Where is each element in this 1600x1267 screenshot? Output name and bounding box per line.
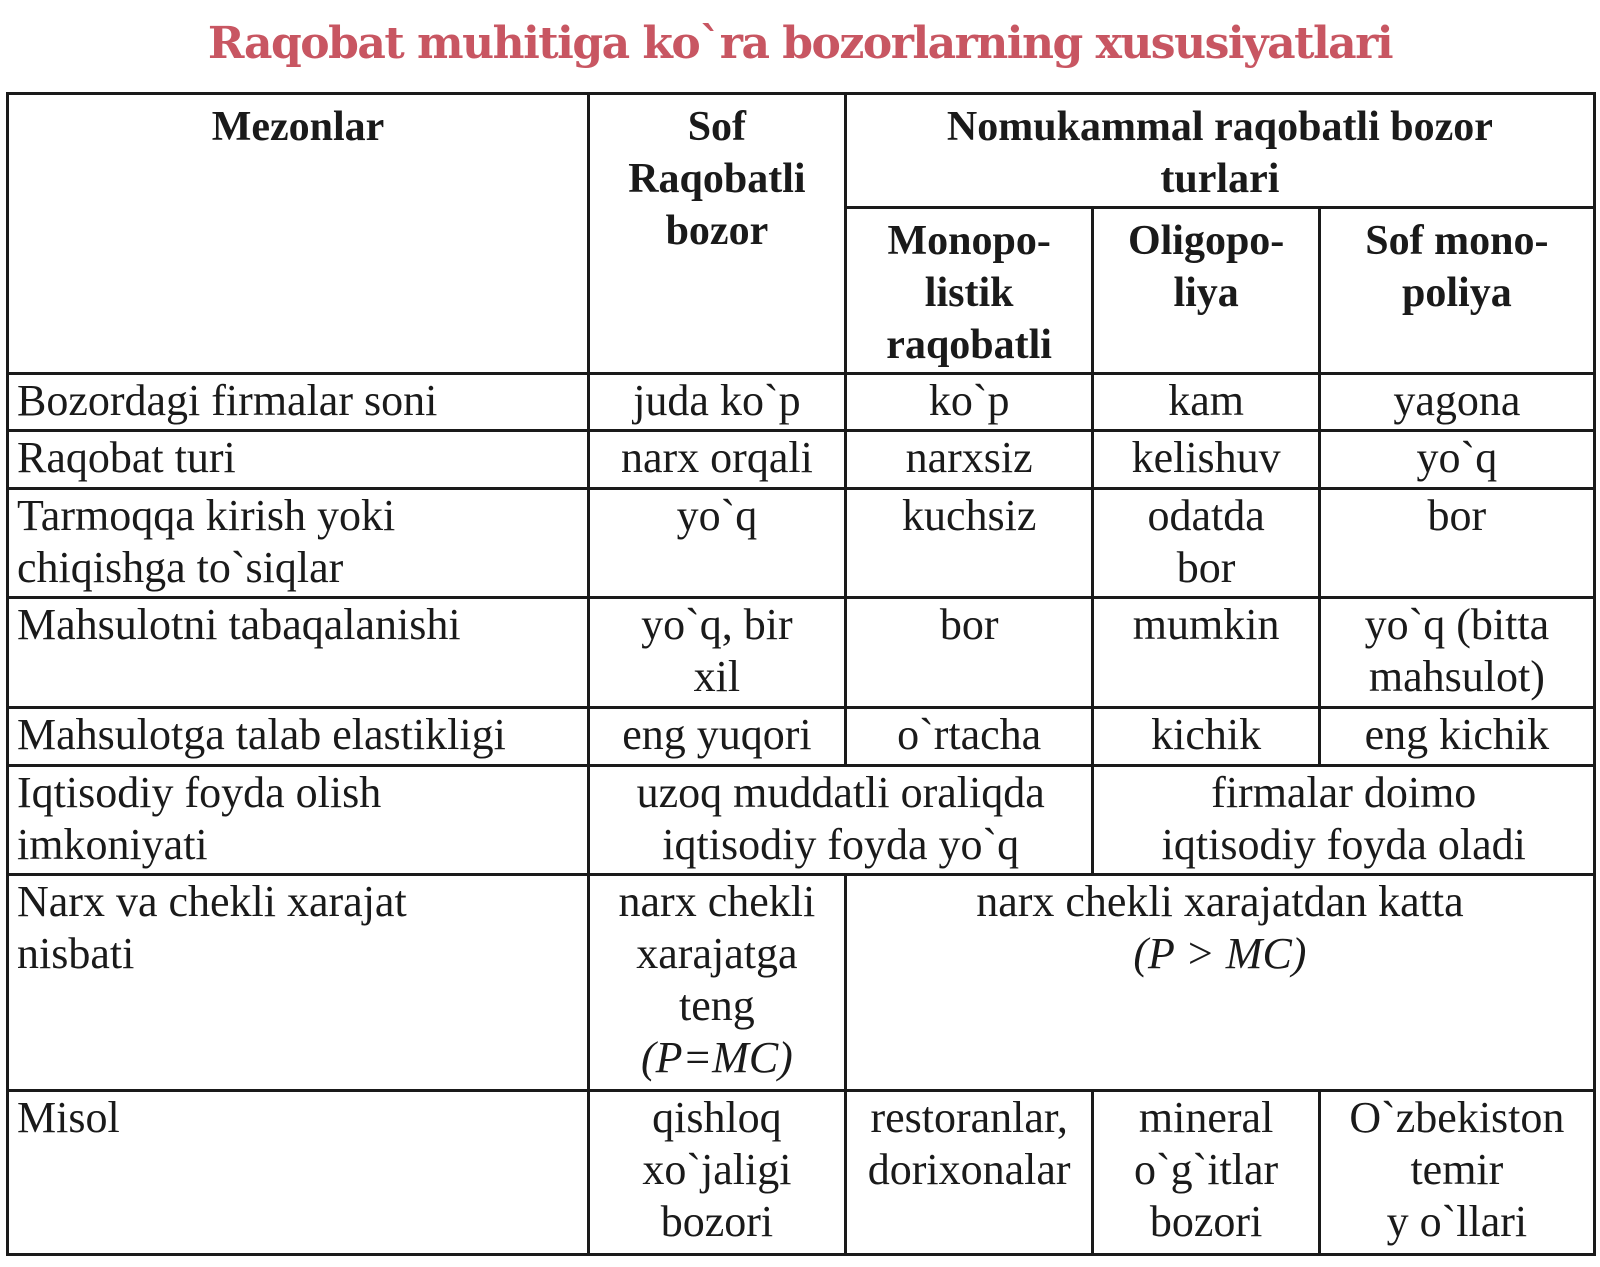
cell-oligopoly: kelishuv [1093, 431, 1319, 488]
cell-monopolistic: narxsiz [845, 431, 1093, 488]
cell-oligopoly: kam [1093, 373, 1319, 430]
header-oligopoly: Oligopo- liya [1093, 207, 1319, 373]
row-criterion: Mahsulotga talab elastikligi [8, 708, 589, 765]
cell-monopolistic: o`rtacha [845, 708, 1093, 765]
cell-pure-competition: narx chekli xarajatga teng (P=MC) [588, 875, 845, 1090]
header-row-1 [8, 94, 1595, 208]
table-row [8, 1090, 1595, 1254]
header-monopolistic: Monopo- listik raqobatli [845, 207, 1093, 373]
cell-monopolistic: restoranlar, dorixonalar [845, 1090, 1093, 1254]
table-title: Raqobat muhitiga ko`ra bozorlarning xususiyatlari [207, 18, 1393, 69]
cell-oligopoly: odatda bor [1093, 488, 1319, 598]
cell-oligopoly: mumkin [1093, 598, 1319, 708]
header-imperfect-competition: Nomukammal raqobatli bozor turlari [845, 94, 1594, 208]
cell-pure-monopoly: eng kichik [1319, 708, 1594, 765]
cell-pure-competition: qishloq xo`jaligi bozori [588, 1090, 845, 1254]
cell-pure-monopoly: yo`q [1319, 431, 1594, 488]
table-row [8, 765, 1595, 875]
header-pure-monopoly: Sof mono- poliya [1319, 207, 1594, 373]
cell-merged-monopoly: firmalar doimo iqtisodiy foyda oladi [1093, 765, 1595, 875]
row-criterion: Bozordagi firmalar soni [8, 373, 589, 430]
cell-pure-competition: juda ko`p [588, 373, 845, 430]
cell-pure-competition: yo`q, bir xil [588, 598, 845, 708]
row-criterion: Narx va chekli xarajat nisbati [8, 875, 589, 1090]
cell-pure-monopoly: O`zbekiston temir y o`llari [1319, 1090, 1594, 1254]
market-comparison-table [6, 92, 1596, 1256]
cell-pure-competition: yo`q [588, 488, 845, 598]
cell-monopolistic: bor [845, 598, 1093, 708]
cell-pure-monopoly: yagona [1319, 373, 1594, 430]
header-pure-competition: Sof Raqobatli bozor [588, 94, 845, 374]
table-row [8, 431, 1595, 488]
table-row [8, 373, 1595, 430]
cell-monopolistic: kuchsiz [845, 488, 1093, 598]
cell-monopolistic: ko`p [845, 373, 1093, 430]
cell-merged-imperfect: narx chekli xarajatdan katta (P > MC) [845, 875, 1594, 1090]
table-row [8, 875, 1595, 1090]
table-row [8, 598, 1595, 708]
cell-pure-competition: narx orqali [588, 431, 845, 488]
cell-oligopoly: mineral o`g`itlar bozori [1093, 1090, 1319, 1254]
cell-pure-competition: eng yuqori [588, 708, 845, 765]
row-criterion: Misol [8, 1090, 589, 1254]
row-criterion: Tarmoqqa kirish yoki chiqishga to`siqlar [8, 488, 589, 598]
cell-pure-monopoly: bor [1319, 488, 1594, 598]
table-row [8, 708, 1595, 765]
cell-oligopoly: kichik [1093, 708, 1319, 765]
row-criterion: Mahsulotni tabaqalanishi [8, 598, 589, 708]
header-criteria: Mezonlar [8, 94, 589, 374]
table-row [8, 488, 1595, 598]
row-criterion: Iqtisodiy foyda olish imkoniyati [8, 765, 589, 875]
row-criterion: Raqobat turi [8, 431, 589, 488]
cell-pure-monopoly: yo`q (bitta mahsulot) [1319, 598, 1594, 708]
cell-merged-competitive: uzoq muddatli oraliqda iqtisodiy foyda yo`q [588, 765, 1093, 875]
